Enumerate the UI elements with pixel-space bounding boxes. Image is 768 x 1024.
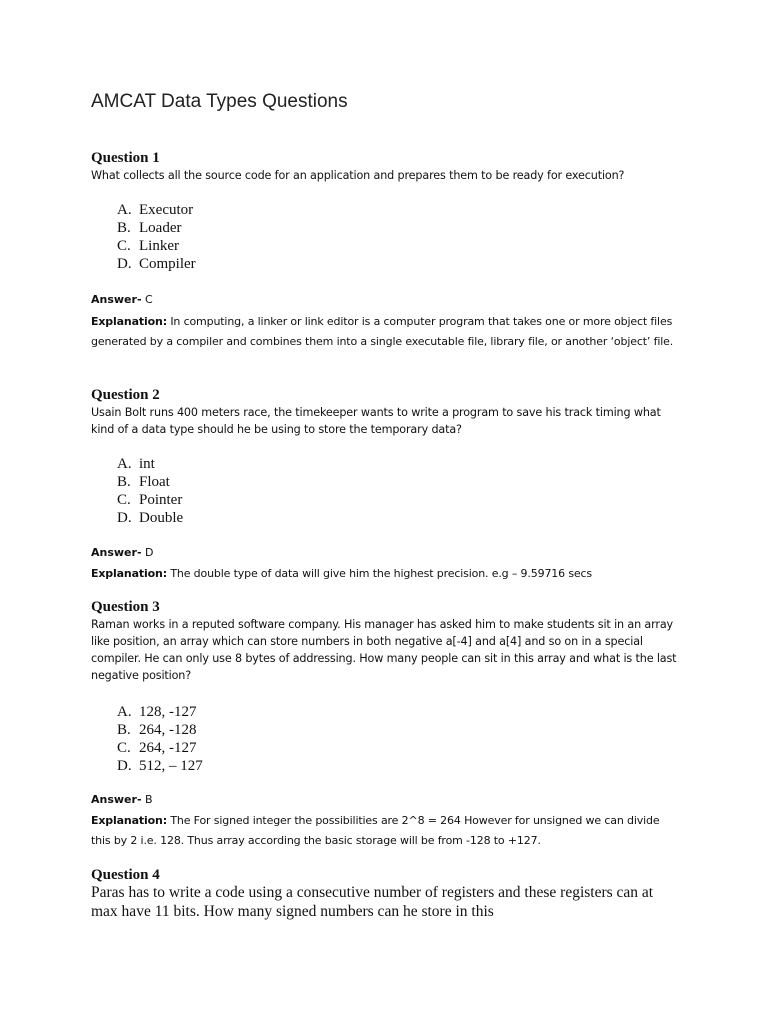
- option-text: Float: [139, 474, 170, 490]
- answer-label: Answer-: [91, 293, 142, 306]
- option-b: [117, 473, 707, 491]
- option-d: [117, 509, 707, 527]
- question-heading: Question 2: [91, 387, 160, 403]
- explanation-text: The double type of data will give him the highest precision. e.g – 9.59716 secs: [170, 567, 593, 580]
- option-d: [117, 255, 707, 273]
- answer-value: C: [145, 293, 153, 306]
- option-letter: D.: [117, 256, 132, 272]
- option-a: [117, 455, 707, 473]
- option-c: [117, 491, 707, 509]
- explanation-label: Explanation:: [91, 315, 167, 328]
- option-letter: A.: [117, 704, 132, 720]
- question-heading: Question 3: [91, 599, 160, 615]
- option-text: Double: [139, 510, 184, 526]
- option-letter: B.: [117, 220, 131, 236]
- explanation-1: [91, 312, 681, 351]
- option-text: 264, -128: [139, 722, 197, 738]
- option-text: 264, -127: [139, 740, 197, 756]
- answer-value: B: [145, 793, 153, 806]
- question-text: Raman works in a reputed software company. His manager has asked him to make students sit in an array like position, an array which can store numbers in both negative a[-4] and a[4] and so on in a special compiler. He can only use 8 bytes of addressing. How many people can sit in this array and what is the last negative position?: [91, 618, 677, 682]
- option-b: [117, 219, 707, 237]
- option-a: [117, 201, 707, 219]
- page-title: AMCAT Data Types Questions: [91, 91, 348, 112]
- option-letter: A.: [117, 202, 132, 218]
- option-text: 128, -127: [139, 704, 197, 720]
- answer-3: [91, 792, 681, 808]
- option-text: Compiler: [139, 256, 196, 272]
- option-c: [117, 739, 707, 757]
- option-text: Loader: [139, 220, 182, 236]
- question-3-options: [91, 703, 707, 775]
- question-text: What collects all the source code for an application and prepares them to be ready for execution?: [91, 169, 625, 182]
- question-text: Usain Bolt runs 400 meters race, the timekeeper wants to write a program to save his track timing what kind of a data type should he be using to store the temporary data?: [91, 406, 661, 436]
- question-1: [91, 149, 681, 184]
- option-text: Pointer: [139, 492, 183, 508]
- option-letter: A.: [117, 456, 132, 472]
- question-1-options: [91, 201, 707, 273]
- option-letter: D.: [117, 758, 132, 774]
- explanation-label: Explanation:: [91, 814, 167, 827]
- question-text: Paras has to write a code using a consecutive number of registers and these registers can at max have 11 bits. How many signed numbers can he store in this: [91, 884, 654, 920]
- option-text: int: [139, 456, 155, 472]
- question-2-options: [91, 455, 707, 527]
- explanation-text: The For signed integer the possibilities are 2^8 = 264 However for unsigned we can divide this by 2 i.e. 128. Thus array according the basic storage will be from -128 to +127.: [91, 814, 660, 847]
- option-b: [117, 721, 707, 739]
- explanation-2: [91, 564, 681, 584]
- answer-value: D: [145, 546, 154, 559]
- option-letter: B.: [117, 474, 131, 490]
- option-a: [117, 703, 707, 721]
- explanation-3: [91, 811, 681, 850]
- option-letter: D.: [117, 510, 132, 526]
- option-letter: B.: [117, 722, 131, 738]
- question-4: [91, 866, 681, 921]
- option-letter: C.: [117, 492, 131, 508]
- option-text: Executor: [139, 202, 194, 218]
- question-3: [91, 598, 681, 684]
- explanation-text: In computing, a linker or link editor is a computer program that takes one or more object files generated by a compiler and combines them into a single executable file, library file, or another ‘object’ file.: [91, 315, 674, 348]
- option-text: 512, – 127: [139, 758, 203, 774]
- explanation-label: Explanation:: [91, 567, 167, 580]
- option-text: Linker: [139, 238, 179, 254]
- question-heading: Question 1: [91, 150, 160, 166]
- answer-1: [91, 292, 681, 308]
- answer-label: Answer-: [91, 793, 142, 806]
- answer-label: Answer-: [91, 546, 142, 559]
- option-letter: C.: [117, 238, 131, 254]
- question-2: [91, 386, 681, 438]
- option-letter: C.: [117, 740, 131, 756]
- option-c: [117, 237, 707, 255]
- question-heading: Question 4: [91, 867, 160, 883]
- option-d: [117, 757, 707, 775]
- answer-2: [91, 545, 681, 561]
